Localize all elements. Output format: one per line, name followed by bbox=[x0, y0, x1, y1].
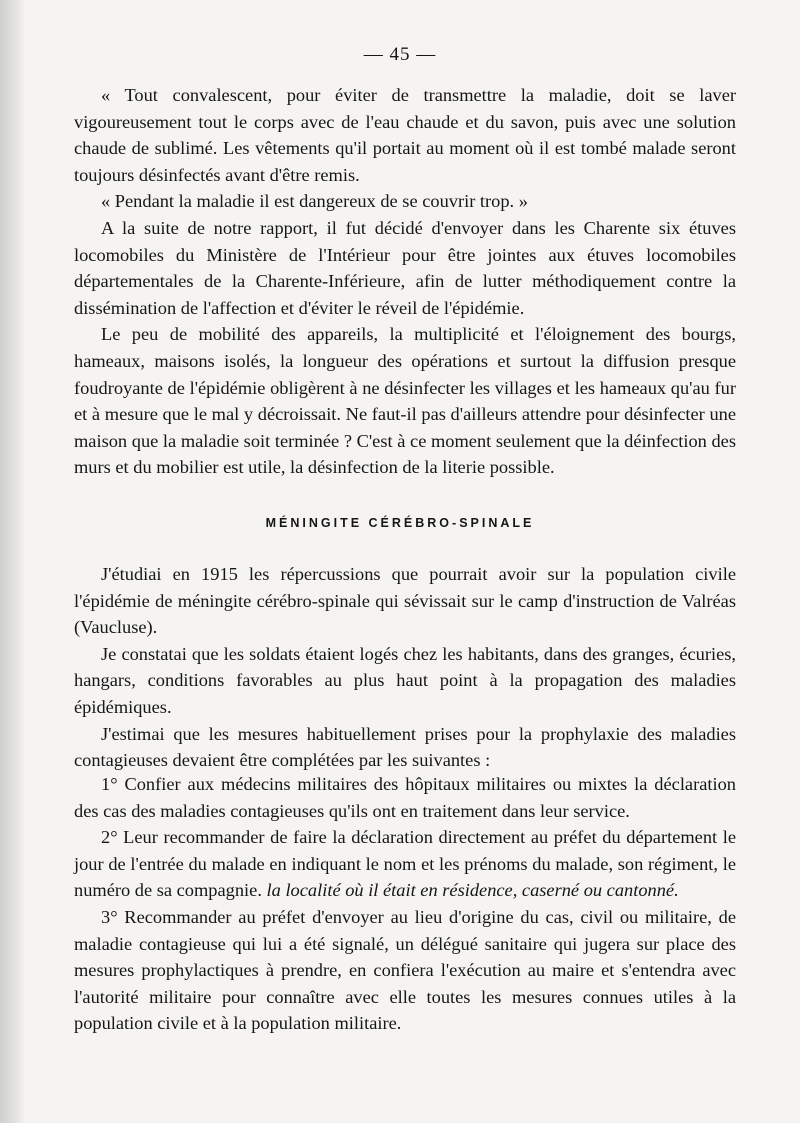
paragraph: Je constatai que les soldats étaient logés chez les habitants, dans des granges, écuries, hangars, conditions favorables au plus haut point à la propagation des maladies épidémiques. bbox=[74, 643, 736, 717]
page-edge-shadow bbox=[0, 0, 26, 1123]
paragraph: Le peu de mobilité des appareils, la multiplicité et l'éloignement des bourgs, hameaux, maisons isolés, la longueur des opérations et surtout la diffusion presque foudroyante de l'épidémie obligèrent à ne désinfecter les villages et les hameaux qu'au fur et à mesure que le mal y décroissait. Ne faut-il pas d'ailleurs attendre pour désinfecter une maison que la maladie soit terminée ? C'est à ce moment seulement que la déinfection des murs et du mobilier est utile, la désinfection de la literie possible. bbox=[74, 324, 736, 478]
paragraph: « Tout convalescent, pour éviter de transmettre la maladie, doit se laver vigoureusement tout le corps avec de l'eau chaude et du savon, puis avec une solution chaude de sublimé. Les vêtements qu'il portait au moment où il est tombé malade seront toujours désinfectés avant d'être remis. bbox=[74, 85, 736, 185]
body-text-section-2 bbox=[74, 561, 736, 774]
list-item: 1° Confier aux médecins militaires des hôpitaux militaires ou mixtes la déclaration des cas des maladies contagieuses qu'ils ont en traitement dans leur service. bbox=[74, 774, 736, 821]
list-item: 3° Recommander au préfet d'envoyer au lieu d'origine du cas, civil ou militaire, de maladie contagieuse qui lui a été signalé, un délégué sanitaire qui jugera sur place des mesures prophylactiques à prendre, en confiera l'exécution au maire et s'entendra avec l'autorité militaire pour connaître avec elle toutes les mesures connues utiles à la population civile et à la population militaire. bbox=[74, 906, 736, 1034]
list-item-text: 2° Leur recommander de faire la déclaration directement au préfet du département le jour de l'entrée du malade en indiquant le nom et les prénoms du malade, son régiment, le numéro de sa compagnie. bbox=[74, 827, 736, 901]
measures-list bbox=[74, 771, 736, 1037]
list-item bbox=[74, 824, 736, 904]
body-text-section-1 bbox=[74, 82, 736, 481]
list-item-italic-text: la localité où il était en résidence, caserné ou cantonné. bbox=[266, 880, 679, 901]
paragraph: « Pendant la maladie il est dangereux de se couvrir trop. » bbox=[101, 191, 528, 212]
paragraph: A la suite de notre rapport, il fut décidé d'envoyer dans les Charente six étuves locomobiles du Ministère de l'Intérieur pour être jointes aux étuves locomobiles départementales de la Charente-Inférieure, afin de lutter méthodiquement contre la dissémination de l'affection et d'éviter le réveil de l'épidémie. bbox=[74, 217, 736, 318]
paragraph: J'étudiai en 1915 les répercussions que pourrait avoir sur la population civile l'épidémie de méningite cérébro-spinale qui sévissait sur le camp d'instruction de Valréas (Vaucluse). bbox=[74, 564, 736, 638]
section-heading: MÉNINGITE CÉRÉBRO-SPINALE bbox=[265, 516, 535, 530]
page-number: — 45 — bbox=[363, 44, 437, 65]
paragraph: J'estimai que les mesures habituellement prises pour la prophylaxie des maladies contagieuses devaient être complétées par les suivantes : bbox=[74, 723, 736, 771]
